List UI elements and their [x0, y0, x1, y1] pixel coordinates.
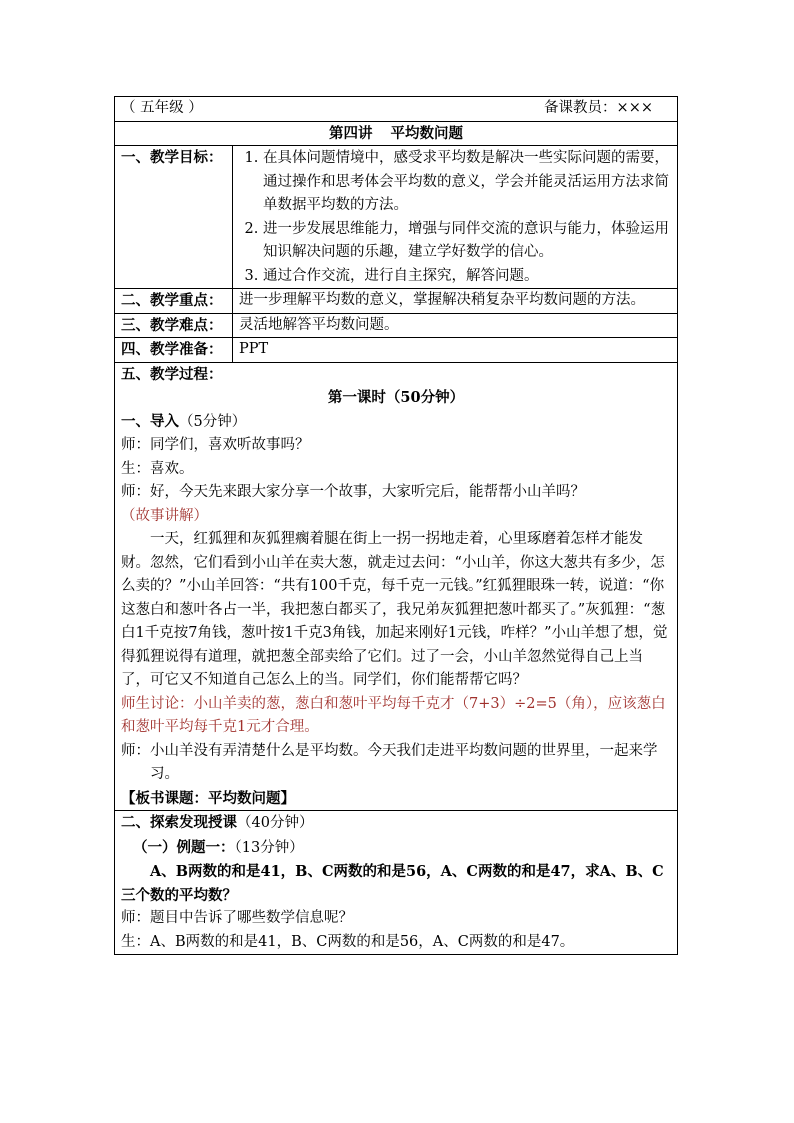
- lesson-plan-table: [114, 96, 678, 955]
- goal-item: 2. 进一步发展思维能力，增强与同伴交流的意识与能力，体验运用知识解决问题的乐趣，建立学好数学的信心。: [263, 218, 671, 265]
- goals-cell: [233, 146, 678, 289]
- explore-time: （40分钟）: [237, 815, 314, 831]
- prep-label: 四、教学准备：: [115, 338, 233, 363]
- goals-label: 一、教学目标：: [115, 146, 233, 289]
- teacher-closing: 师：小山羊没有弄清楚什么是平均数。今天我们走进平均数问题的世界里，一起来学习。: [121, 742, 658, 782]
- explore-row: [115, 811, 678, 955]
- process-row: [115, 362, 678, 811]
- key-text: 进一步理解平均数的意义，掌握解决稍复杂平均数问题的方法。: [233, 289, 678, 314]
- lesson-number: 第四讲: [329, 124, 373, 142]
- title-row: [115, 121, 678, 146]
- process-title: 五、教学过程：: [121, 365, 223, 383]
- dialogue-line: 师：同学们，喜欢听故事吗？: [121, 437, 310, 453]
- header-row: [115, 97, 678, 122]
- goals-list: [239, 147, 671, 288]
- lesson-name: 平均数问题: [390, 124, 463, 142]
- lesson-title: [115, 121, 678, 146]
- teacher-question: 师：题目中告诉了哪些数学信息呢？: [121, 910, 353, 926]
- student-answer: 生：A、B两数的和是41，B、C两数的和是56，A、C两数的和是47。: [121, 933, 575, 950]
- explore-cell: [115, 811, 678, 955]
- difficulty-text: 灵活地解答平均数问题。: [233, 313, 678, 338]
- goals-row: [115, 146, 678, 289]
- grade-label: （ 五年级 ）: [121, 100, 203, 116]
- dialogue-line: 生：喜欢。: [121, 460, 194, 477]
- intro-heading: [121, 410, 671, 435]
- example-problem: A、B两数的和是41，B、C两数的和是56，A、C两数的和是47，求A、B、C三个数的平均数？: [121, 863, 664, 904]
- prep-row: [115, 338, 678, 363]
- explore-heading: [121, 811, 671, 836]
- discussion-text: 师生讨论：小山羊卖的葱，葱白和葱叶平均每千克才（7+3）÷2=5（角），应该葱白和葱叶平均每千克1元才合理。: [121, 695, 666, 735]
- example-heading: [121, 836, 671, 861]
- board-title: 【板书课题：平均数问题】: [121, 789, 295, 807]
- difficulty-label: 三、教学难点：: [115, 313, 233, 338]
- key-row: [115, 289, 678, 314]
- intro-head-text: 一、导入: [121, 412, 179, 430]
- example-time: （13分钟）: [234, 839, 304, 856]
- difficulty-row: [115, 313, 678, 338]
- explore-head-text: 二、探索发现授课: [121, 814, 237, 831]
- goal-item: 3. 通过合作交流，进行自主探究，解答问题。: [263, 265, 671, 289]
- example-head-text: （一）例题一：: [133, 838, 235, 856]
- story-text: 一天，红狐狸和灰狐狸瘸着腿在街上一拐一拐地走着，心里琢磨着怎样才能发财。忽然，它们看到小山羊在卖大葱，就走过去问：“小山羊，你这大葱共有多少，怎么卖的？”小山羊回答：“共有100千克，每千克一元钱。”红狐狸眼珠一转，说道：“你这葱白和葱叶各占一半，我把葱白都买了，我兄弟灰狐狸把葱叶都买了。”灰狐狸：“葱白1千克按7角钱，葱叶按1千克3角钱，加起来刚好1元钱，咋样？”小山羊想了想，觉得狐狸说得有道理，就把葱全部卖给了它们。过了一会，小山羊忽然觉得自己上当了，可它又不知道自己怎么上的当。同学们，你们能帮帮它吗？: [121, 531, 668, 688]
- key-label: 二、教学重点：: [115, 289, 233, 314]
- intro-time: （5分钟）: [179, 413, 247, 430]
- teacher-label: 备课教员：×××: [544, 100, 653, 116]
- period-title: 第一课时（50分钟）: [327, 389, 465, 406]
- story-tag: （故事讲解）: [121, 507, 208, 524]
- dialogue-line: 师：好，今天先来跟大家分享一个故事，大家听完后，能帮帮小山羊吗？: [121, 484, 585, 500]
- prep-text: PPT: [233, 338, 678, 363]
- process-cell: [115, 362, 678, 811]
- goal-item: 1. 在具体问题情境中，感受求平均数是解决一些实际问题的需要，通过操作和思考体会平均数的意义，学会并能灵活运用方法求简单数据平均数的方法。: [263, 147, 671, 218]
